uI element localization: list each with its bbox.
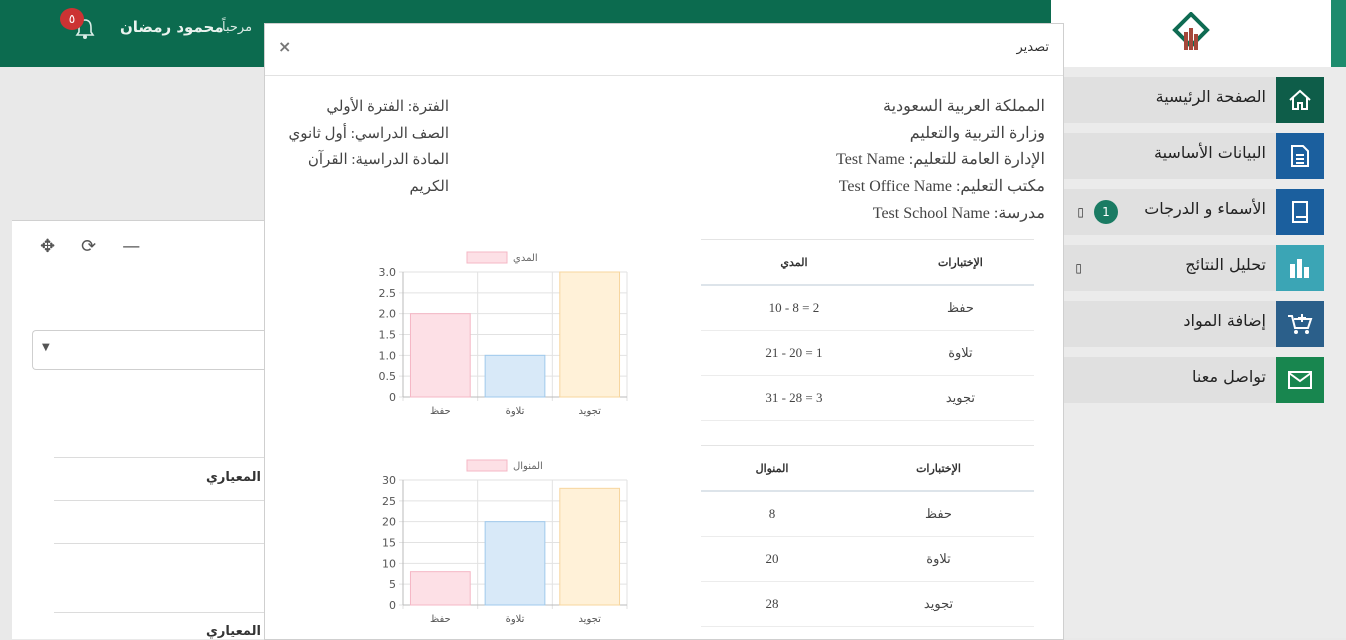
- column-header: الإختبارات: [843, 446, 1034, 492]
- modal-header: [265, 24, 1063, 76]
- sidebar-item-basic-data[interactable]: [1052, 133, 1324, 179]
- legend-swatch: [467, 460, 507, 471]
- user-name[interactable]: محمود رمضان: [120, 18, 224, 36]
- sidebar-item-results-analysis[interactable]: [1052, 245, 1324, 291]
- sidebar-item-label: البيانات الأساسية: [1154, 143, 1266, 162]
- table-cell: تجويد: [843, 582, 1034, 627]
- mode-table: [701, 445, 1034, 627]
- background-select[interactable]: [32, 330, 265, 370]
- sidebar: [1051, 67, 1346, 638]
- sidebar-item-label: إضافة المواد: [1183, 311, 1266, 330]
- modal-title: تصدير: [1016, 40, 1049, 55]
- legend-label: المنوال: [513, 461, 543, 472]
- document-icon: [1276, 133, 1324, 179]
- expand-icon[interactable]: ▯: [1075, 261, 1082, 275]
- legend-label: المدي: [513, 253, 538, 264]
- column-header: الإختبارات: [887, 240, 1034, 286]
- sidebar-item-add-subjects[interactable]: [1052, 301, 1324, 347]
- y-tick-label: 25: [382, 494, 396, 508]
- table-cell: 31 - 28 = 3: [701, 376, 887, 421]
- y-tick-label: 5: [389, 578, 396, 592]
- x-tick-label: تجويد: [578, 614, 601, 625]
- notification-badge: ٥: [60, 8, 84, 30]
- x-tick-label: تجويد: [578, 406, 601, 417]
- range-bar-chart: [365, 242, 645, 427]
- move-icon[interactable]: ✥: [40, 236, 56, 257]
- divider: [54, 500, 264, 501]
- sidebar-item-label: تحليل النتائج: [1185, 255, 1266, 274]
- sidebar-item-label: الصفحة الرئيسية: [1155, 87, 1266, 106]
- table-cell: تجويد: [887, 376, 1034, 421]
- period-text: الفترة: الفترة الأولي: [326, 99, 449, 115]
- y-tick-label: 0: [389, 391, 396, 404]
- panel-tools: [40, 236, 140, 257]
- bar: [560, 488, 620, 605]
- x-tick-label: حفظ: [429, 614, 451, 625]
- divider: [54, 612, 264, 613]
- cart-icon: [1276, 301, 1324, 347]
- sidebar-item-label: تواصل معنا: [1192, 367, 1266, 386]
- x-tick-label: تلاوة: [505, 614, 525, 625]
- table-cell: تلاوة: [843, 537, 1034, 582]
- y-tick-label: 3.0: [378, 266, 396, 279]
- directorate-text: الإدارة العامة للتعليم: Test Name: [836, 151, 1045, 169]
- table-row: [701, 582, 1034, 627]
- close-button[interactable]: ×: [278, 37, 292, 56]
- table-cell: 20: [701, 537, 843, 582]
- office-text: مكتب التعليم: Test Office Name: [838, 178, 1045, 196]
- sidebar-item-home[interactable]: [1052, 77, 1324, 123]
- y-tick-label: 20: [382, 515, 396, 529]
- table-header-label: المعياري: [206, 470, 261, 485]
- bar: [560, 272, 620, 397]
- count-badge: 1: [1094, 200, 1118, 224]
- expand-icon[interactable]: ▯: [1077, 205, 1084, 219]
- mail-icon: [1276, 357, 1324, 403]
- book-icon: [1276, 189, 1324, 235]
- app-logo[interactable]: [1172, 12, 1210, 54]
- y-tick-label: 1.0: [378, 349, 396, 363]
- school-text: مدرسة: Test School Name: [872, 204, 1045, 222]
- x-tick-label: تلاوة: [505, 406, 525, 417]
- column-header: المنوال: [701, 446, 843, 492]
- y-tick-label: 2.5: [378, 286, 396, 300]
- bar: [485, 522, 545, 605]
- mode-bar-chart: [365, 450, 645, 635]
- sidebar-item-names-grades[interactable]: [1052, 189, 1324, 235]
- school-info: [785, 94, 1045, 228]
- ministry-text: وزارة التربية والتعليم: [909, 124, 1045, 142]
- x-tick-label: حفظ: [429, 406, 451, 417]
- header-edge: [1331, 0, 1346, 67]
- subject-text: المادة الدراسية: القرآن الكريم: [307, 152, 449, 196]
- table-row: [701, 285, 1034, 331]
- class-info: [279, 94, 449, 201]
- bar: [485, 355, 545, 397]
- table-cell: تلاوة: [887, 331, 1034, 376]
- y-tick-label: 30: [382, 474, 396, 487]
- home-icon: [1276, 77, 1324, 123]
- refresh-icon[interactable]: ⟳: [81, 236, 97, 257]
- sidebar-item-contact[interactable]: [1052, 357, 1324, 403]
- table-cell: حفظ: [843, 491, 1034, 537]
- table-cell: 28: [701, 582, 843, 627]
- chevron-down-icon: ▼: [42, 342, 50, 353]
- chart-icon: [1276, 245, 1324, 291]
- table-row: [701, 491, 1034, 537]
- grade-text: الصف الدراسي: أول ثانوي: [288, 125, 449, 142]
- background-panel: [12, 220, 264, 639]
- table-row: [701, 537, 1034, 582]
- range-table: [701, 239, 1034, 421]
- y-tick-label: 15: [382, 536, 396, 550]
- column-header: المدي: [701, 240, 887, 286]
- bar: [410, 572, 470, 605]
- divider: [54, 543, 264, 544]
- table-cell: 10 - 8 = 2: [701, 285, 887, 331]
- y-tick-label: 1.5: [378, 328, 396, 342]
- y-tick-label: 10: [382, 557, 396, 571]
- sidebar-item-label: الأسماء و الدرجات: [1144, 199, 1266, 218]
- table-header-label: المعياري: [206, 624, 261, 639]
- table-cell: 21 - 20 = 1: [701, 331, 887, 376]
- y-tick-label: 0: [389, 599, 396, 612]
- bar: [410, 314, 470, 397]
- legend-swatch: [467, 252, 507, 263]
- welcome-text: مرحباً: [222, 20, 253, 35]
- table-row: [701, 376, 1034, 421]
- table-row: [701, 331, 1034, 376]
- export-modal: [264, 23, 1064, 640]
- y-tick-label: 2.0: [378, 307, 396, 321]
- minimize-icon[interactable]: —: [122, 236, 141, 257]
- country-text: المملكة العربية السعودية: [883, 98, 1045, 115]
- table-cell: حفظ: [887, 285, 1034, 331]
- divider: [54, 457, 264, 458]
- table-cell: 8: [701, 491, 843, 537]
- y-tick-label: 0.5: [378, 370, 396, 384]
